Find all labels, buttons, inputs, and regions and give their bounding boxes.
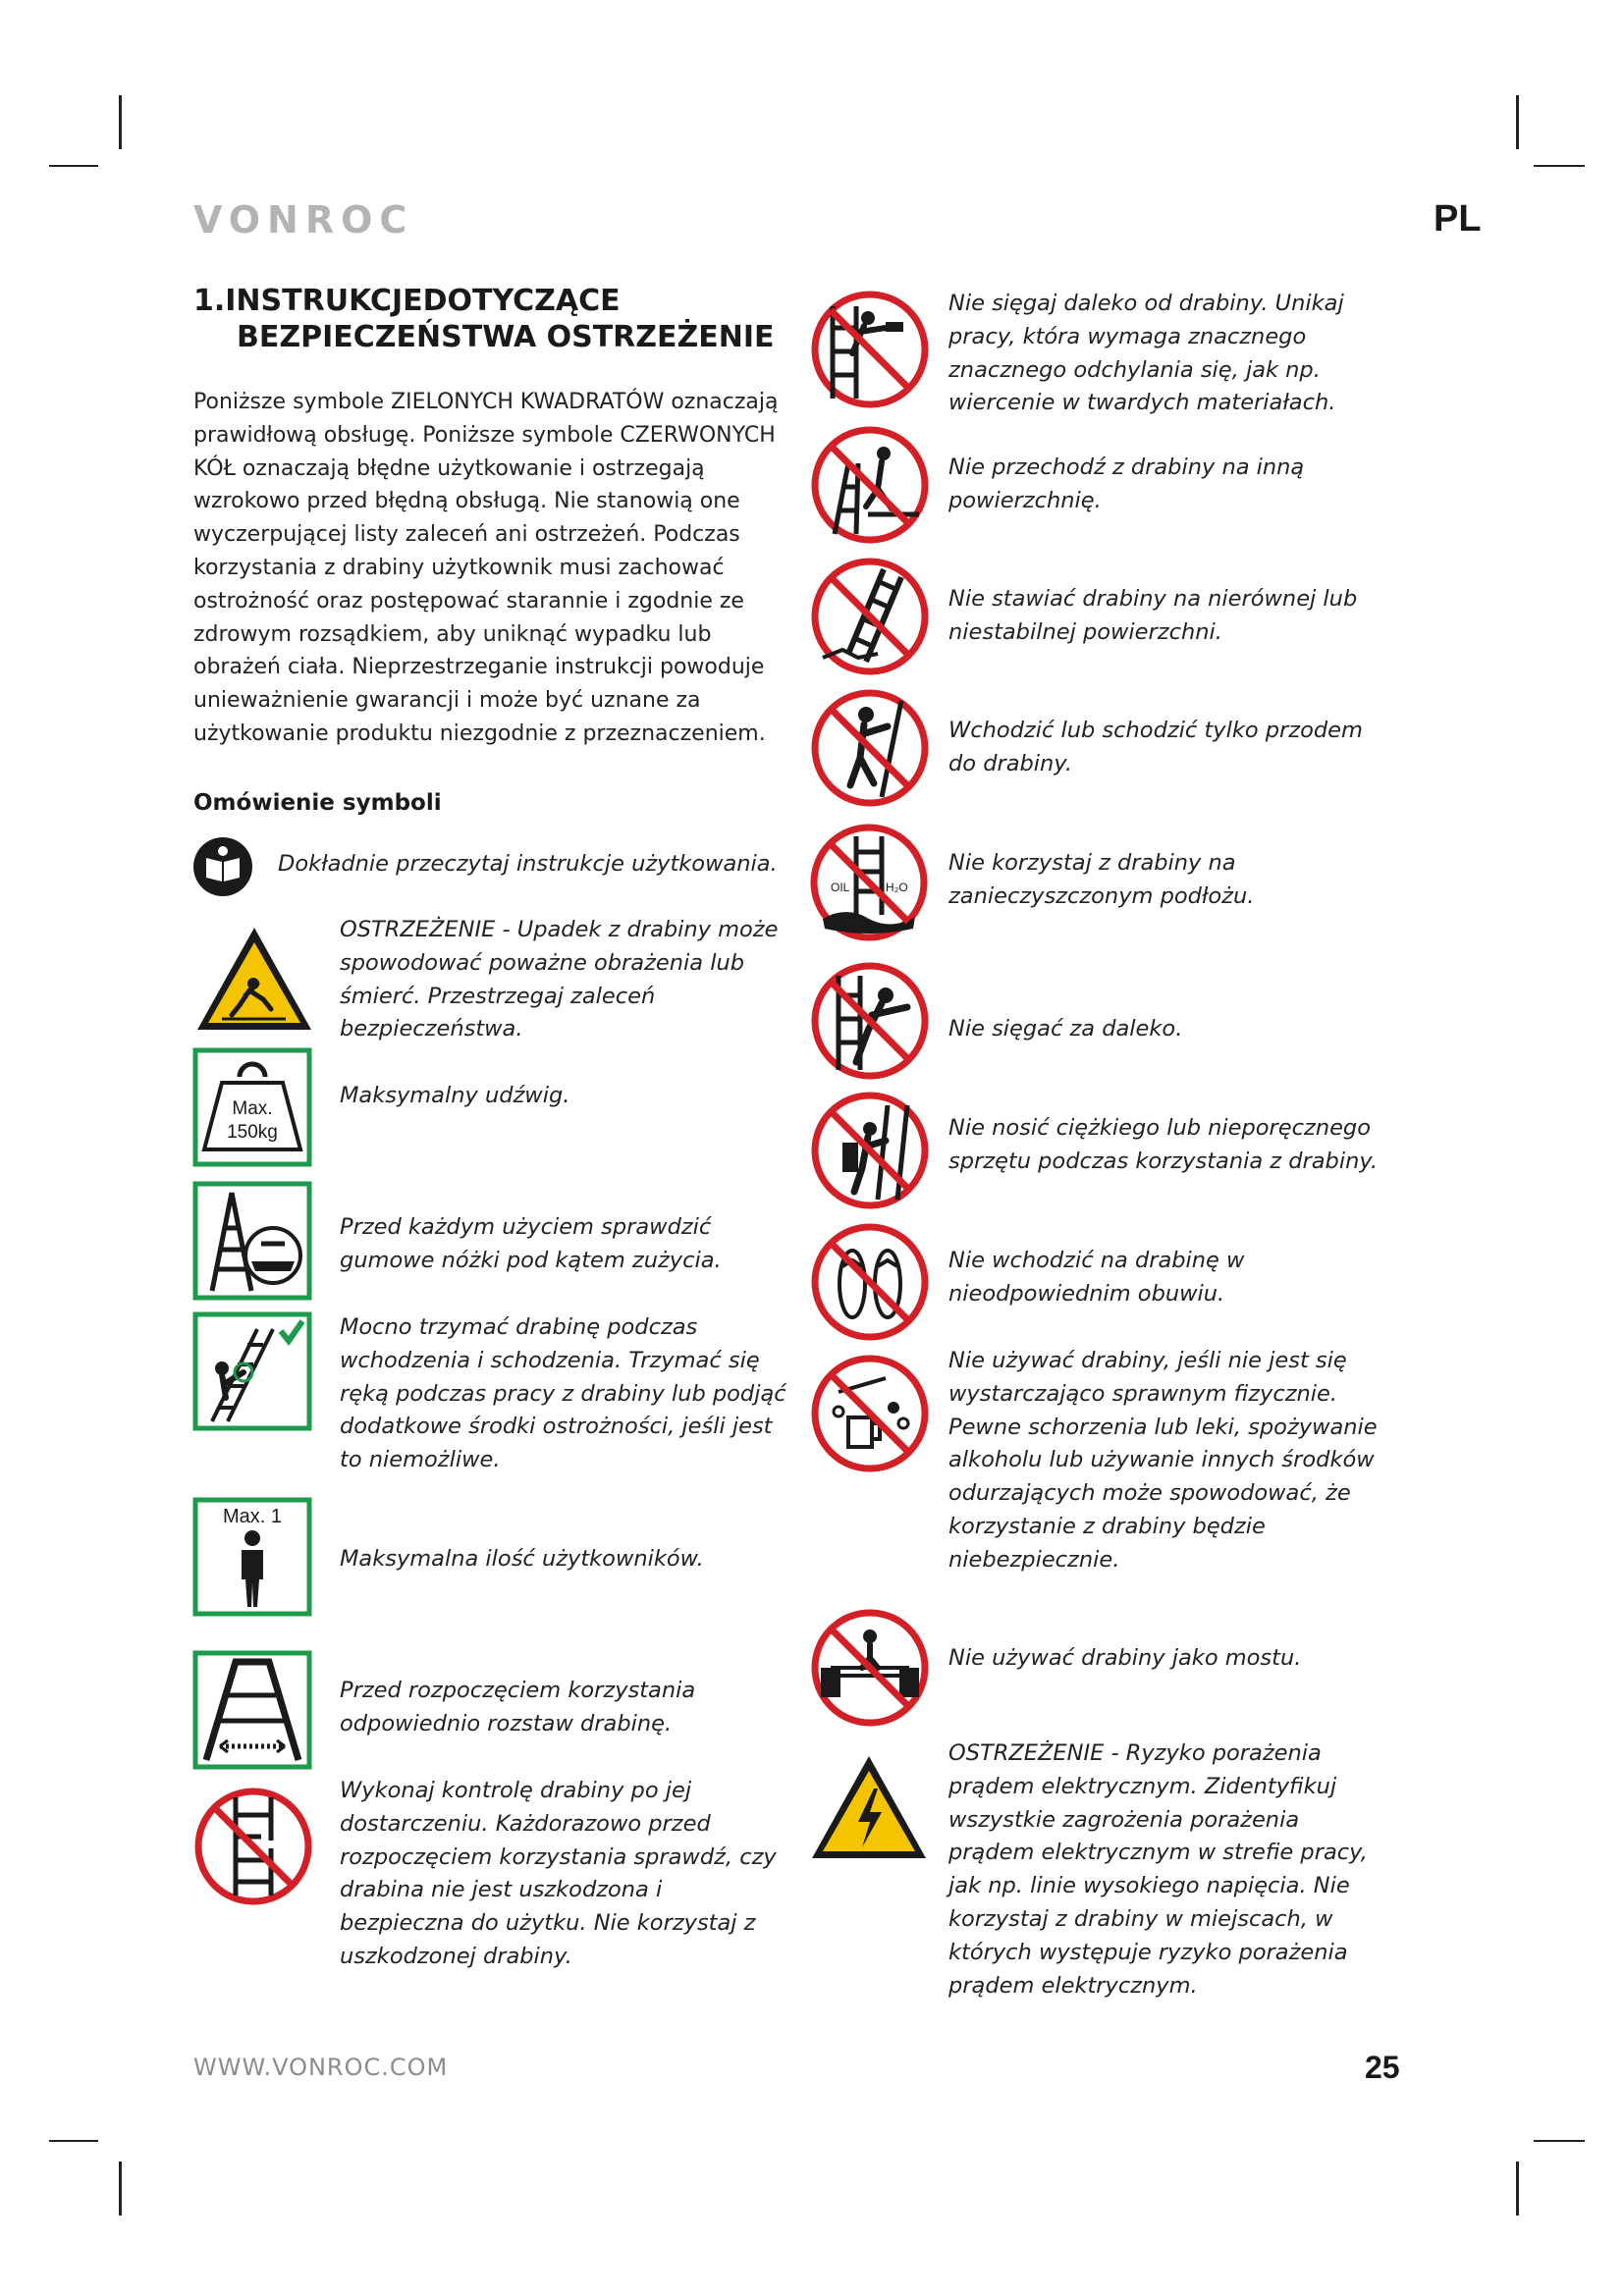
max-users-label: Max. 1 — [222, 1506, 283, 1527]
no-bridge-icon — [809, 1607, 931, 1729]
crop-mark — [1534, 2140, 1585, 2142]
page-number: 25 — [1365, 2050, 1400, 2085]
hold-ladder-icon — [192, 1311, 312, 1431]
face-ladder-icon — [809, 687, 931, 809]
crop-mark — [119, 2162, 122, 2216]
max-load-label-bottom: 150kg — [227, 1122, 278, 1143]
symbol-text: Przed rozpoczęciem korzystania odpowiednio rozstaw drabinę. — [340, 1678, 696, 1736]
crop-mark — [49, 165, 98, 167]
symbol-text: Maksymalna ilość użytkowników. — [340, 1546, 704, 1572]
max-load-icon — [192, 1047, 312, 1167]
crop-mark — [119, 95, 122, 149]
electric-hazard-icon — [807, 1751, 931, 1863]
section-title-line1: 1.INSTRUKCJEDOTYCZĄCE — [193, 284, 621, 318]
brand-logo: VONROC — [193, 198, 414, 241]
symbol-text: Nie nosić ciężkiego lub nieporęcznego sprzętu podczas korzystania z drabiny. — [948, 1115, 1379, 1174]
heavy-equipment-icon — [809, 1090, 931, 1211]
crop-mark — [49, 2140, 98, 2142]
uneven-surface-icon — [809, 556, 931, 677]
symbols-heading: Omówienie symboli — [193, 790, 442, 816]
symbol-text: Dokładnie przeczytaj instrukcje użytkowania. — [278, 851, 778, 877]
oil-label: OIL — [831, 881, 850, 894]
symbol-text: Maksymalny udźwig. — [340, 1083, 570, 1108]
symbol-text: Wykonaj kontrolę drabiny po jej dostarczeniu. Każdorazowo przed rozpoczęciem korzystania sprawdź, czy drabina nie jest uszkodzona i bezpieczna do użytku. Nie korzystaj z uszkodzonej drabiny. — [340, 1778, 777, 1969]
read-manual-icon — [192, 836, 253, 897]
spread-ladder-icon — [192, 1650, 312, 1770]
damaged-ladder-icon — [192, 1786, 314, 1907]
crop-mark — [1516, 2162, 1519, 2216]
symbol-text: Przed każdym użyciem sprawdzić gumowe nóżki pod kątem zużycia. — [340, 1214, 722, 1273]
check-feet-icon — [192, 1181, 312, 1301]
symbol-text: Nie używać drabiny jako mostu. — [948, 1645, 1302, 1671]
language-code: PL — [1434, 198, 1482, 240]
section-title — [193, 283, 822, 355]
symbol-text: Nie stawiać drabiny na nierównej lub niestabilnej powierzchni. — [948, 586, 1358, 645]
symbol-text: Nie sięgać za daleko. — [948, 1016, 1183, 1041]
contaminated-floor-icon — [807, 821, 931, 944]
symbol-text: OSTRZEŻENIE - Ryzyko porażenia prądem elektrycznym. Zidentyfikuj wszystkie zagrożenia porażenia prądem elektrycznym w strefie pracy, jak np. linie wysokiego napięcia. Nie korzystaj z drabiny w miejscach, w których występuje ryzyko porażenia prądem elektrycznym. — [948, 1740, 1368, 1999]
fall-warning-icon — [192, 923, 316, 1035]
section-title-line2: BEZPIECZEŃSTWA OSTRZEŻENIE — [237, 320, 775, 354]
max-users-icon — [192, 1497, 312, 1617]
symbol-text: Nie przechodź z drabiny na inną powierzchnię. — [948, 454, 1305, 513]
symbol-text: Nie korzystaj z drabiny na zanieczyszczonym podłożu. — [948, 850, 1255, 909]
intro-paragraph: Poniższe symbole ZIELONYCH KWADRATÓW oznaczają prawidłową obsługę. Poniższe symbole CZERWONYCH KÓŁ oznaczają błędne użytkowanie i ostrzegają wzrokowo przed błędną obsługą. Nie stanowią one wyczerpującej listy zaleceń ani ostrzeżeń. Podczas korzystania z drabiny użytkownik musi zachować ostrożność oraz postępować starannie i zgodnie ze zdrowym rozsądkiem, aby uniknąć wypadku lub obrażeń ciała. Nieprzestrzeganie instrukcji powoduje unieważnienie gwarancji i może być uznane za użytkowanie produktu niezgodnie z przeznaczeniem. — [193, 390, 779, 746]
symbol-text: Mocno trzymać drabinę podczas wchodzenia i schodzenia. Trzymać się ręką podczas pracy z drabiny lub podjąć dodatkowe środki ostrożności, jeśli jest to niemożliwe. — [340, 1314, 786, 1473]
symbol-text: Nie sięgaj daleko od drabiny. Unikaj pracy, która wymaga znacznego znacznego odchylania się, jak np. wiercenie w twardych materiałach. — [948, 291, 1344, 416]
symbol-text: OSTRZEŻENIE - Upadek z drabiny może spowodować poważne obrażenia lub śmierć. Przestrzegaj zaleceń bezpieczeństwa. — [340, 917, 779, 1042]
footer-url: WWW.VONROC.COM — [193, 2054, 449, 2081]
footwear-icon — [809, 1221, 931, 1343]
symbol-text: Wchodzić lub schodzić tylko przodem do drabiny. — [948, 718, 1363, 776]
no-transfer-icon — [809, 424, 931, 546]
max-load-label-top: Max. — [232, 1098, 273, 1119]
symbol-text: Nie wchodzić na drabinę w nieodpowiednim obuwiu. — [948, 1248, 1245, 1307]
symbol-text: Nie używać drabiny, jeśli nie jest się wystarczająco sprawnym fizycznie. Pewne schorzenia lub leki, spożywanie alkoholu lub używanie innych środków odurzających może spowodować, że korzystanie z drabiny będzie niebezpiecznie. — [948, 1348, 1378, 1573]
overreach-work-icon — [809, 289, 931, 410]
no-overreach-icon — [809, 960, 931, 1082]
crop-mark — [1534, 165, 1585, 167]
water-label: H₂O — [886, 881, 908, 894]
crop-mark — [1516, 95, 1519, 149]
fitness-icon — [809, 1353, 931, 1474]
